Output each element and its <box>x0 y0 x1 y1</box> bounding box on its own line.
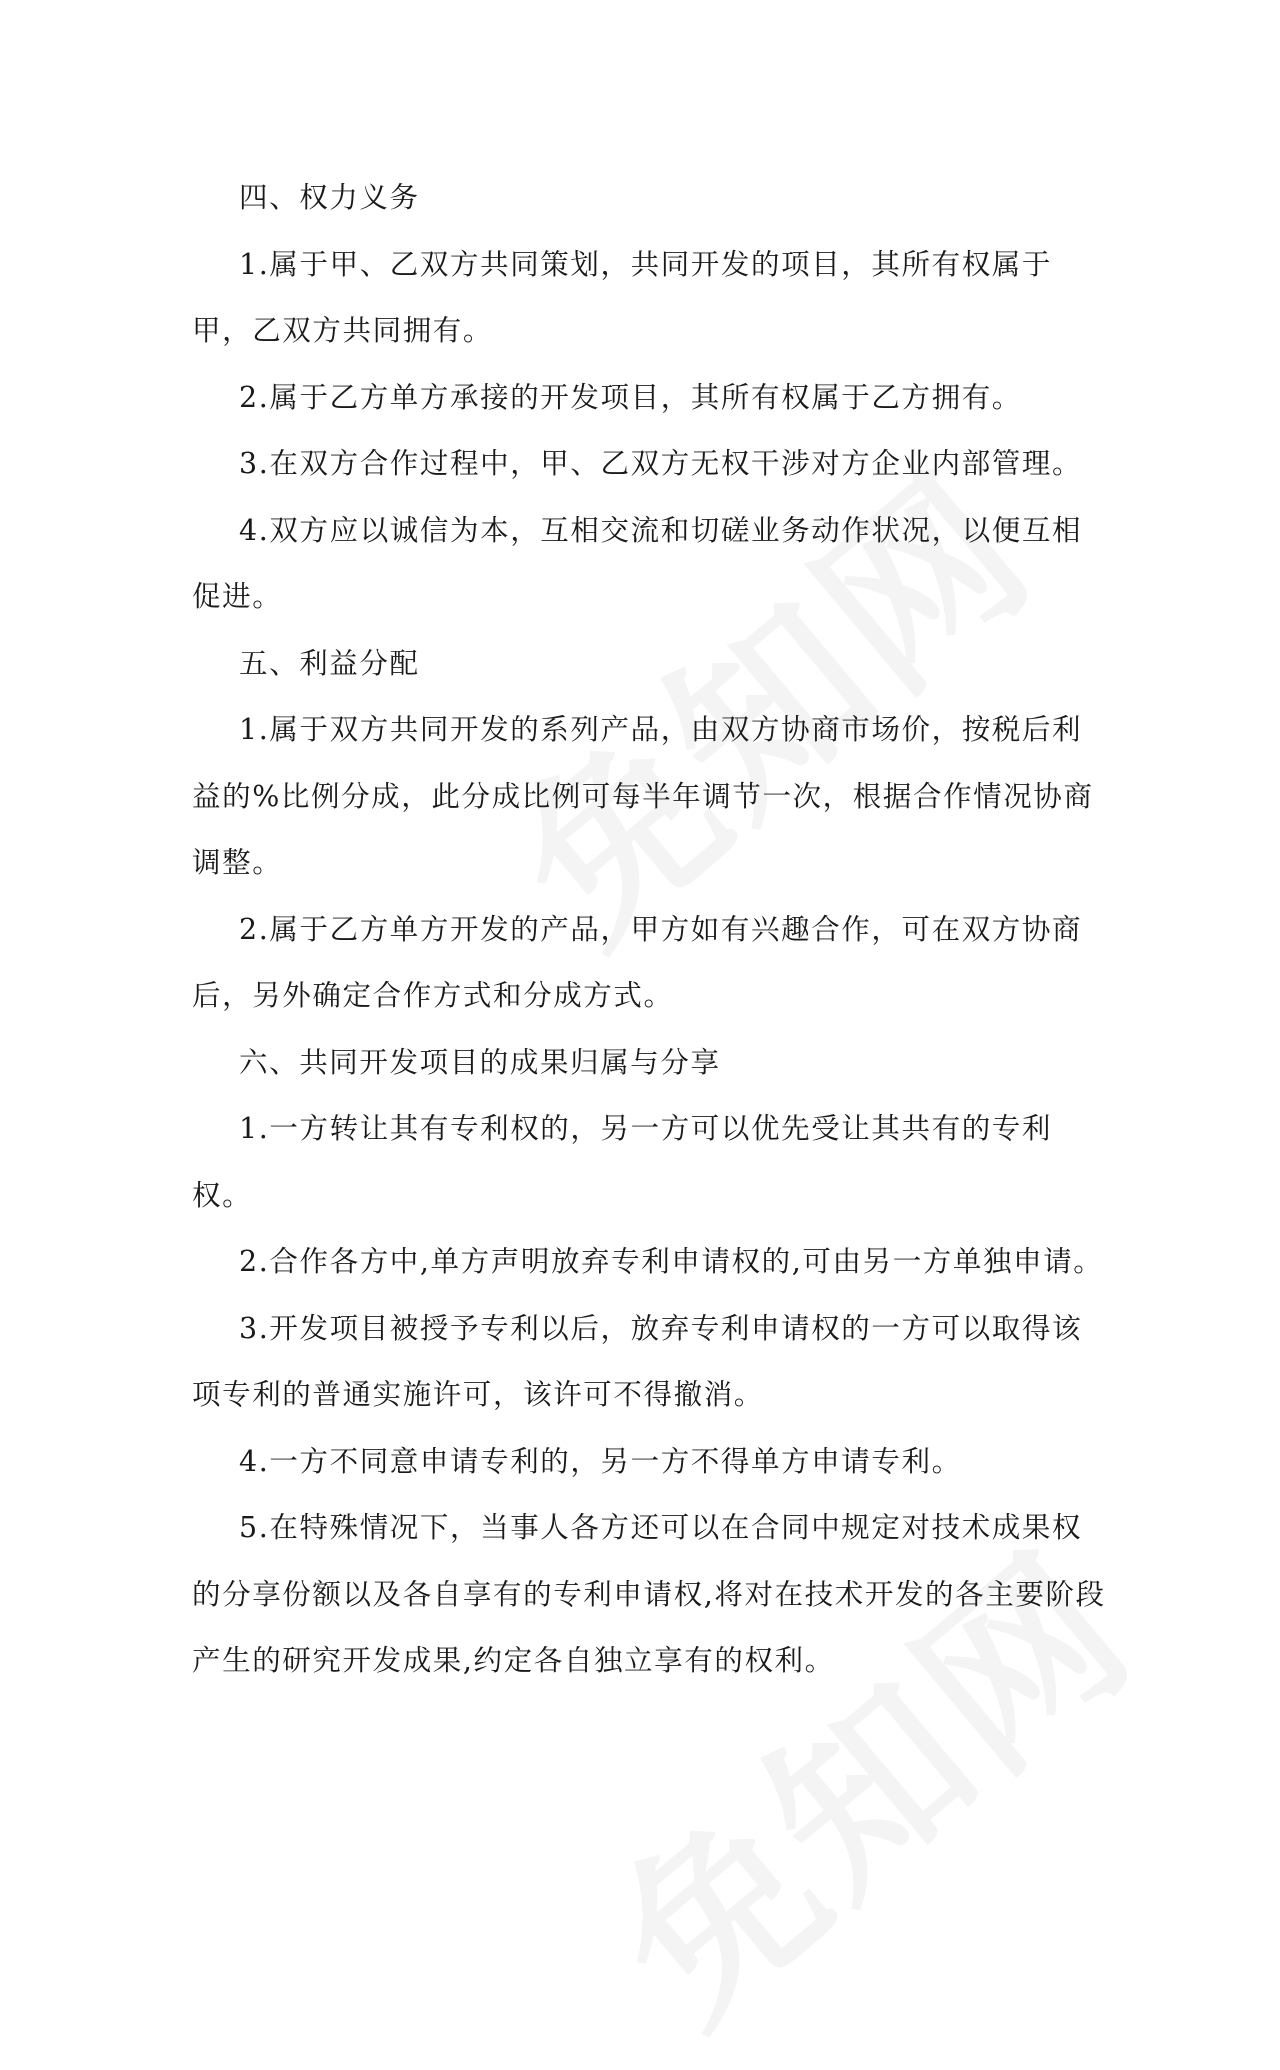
paragraph: 4.双方应以诚信为本，互相交流和切磋业务动作状况，以便互相促进。 <box>192 513 1083 613</box>
paragraph: 2.合作各方中,单方声明放弃专利申请权的,可由另一方单独申请。 <box>239 1245 1104 1278</box>
paragraph: 1.一方转让其有专利权的，另一方可以优先受让其共有的专利权。 <box>192 1112 1052 1212</box>
paragraph: 1.属于双方共同开发的系列产品，由双方协商市场价，按税后利益的%比例分成，此分成比例可每半年调节一次，根据合作情况协商调整。 <box>192 713 1094 879</box>
section-heading-profit-distribution: 五、利益分配 <box>239 646 420 680</box>
paragraph: 4.一方不同意申请专利的，另一方不得单方申请专利。 <box>239 1444 962 1478</box>
section-heading-results-ownership: 六、共同开发项目的成果归属与分享 <box>239 1045 721 1079</box>
paragraph: 3.开发项目被授予专利以后，放弃专利申请权的一方可以取得该项专利的普通实施许可，该许可不得撤消。 <box>192 1311 1083 1411</box>
paragraph: 2.属于乙方单方开发的产品，甲方如有兴趣合作，可在双方协商后，另外确定合作方式和分成方式。 <box>192 912 1083 1012</box>
paragraph: 2.属于乙方单方承接的开发项目，其所有权属于乙方拥有。 <box>239 380 1022 414</box>
section-heading-rights-obligations: 四、权力义务 <box>239 181 420 214</box>
document-body <box>192 165 1112 1695</box>
paragraph: 1.属于甲、乙双方共同策划，共同开发的项目，其所有权属于甲，乙双方共同拥有。 <box>192 247 1052 347</box>
paragraph: 3.在双方合作过程中，甲、乙双方无权干涉对方企业内部管理。 <box>239 447 1083 480</box>
paragraph: 5.在特殊情况下，当事人各方还可以在合同中规定对技术成果权的分享份额以及各自享有的专利申请权,将对在技术开发的各主要阶段产生的研究开发成果,约定各自独立享有的权利。 <box>192 1511 1106 1677</box>
